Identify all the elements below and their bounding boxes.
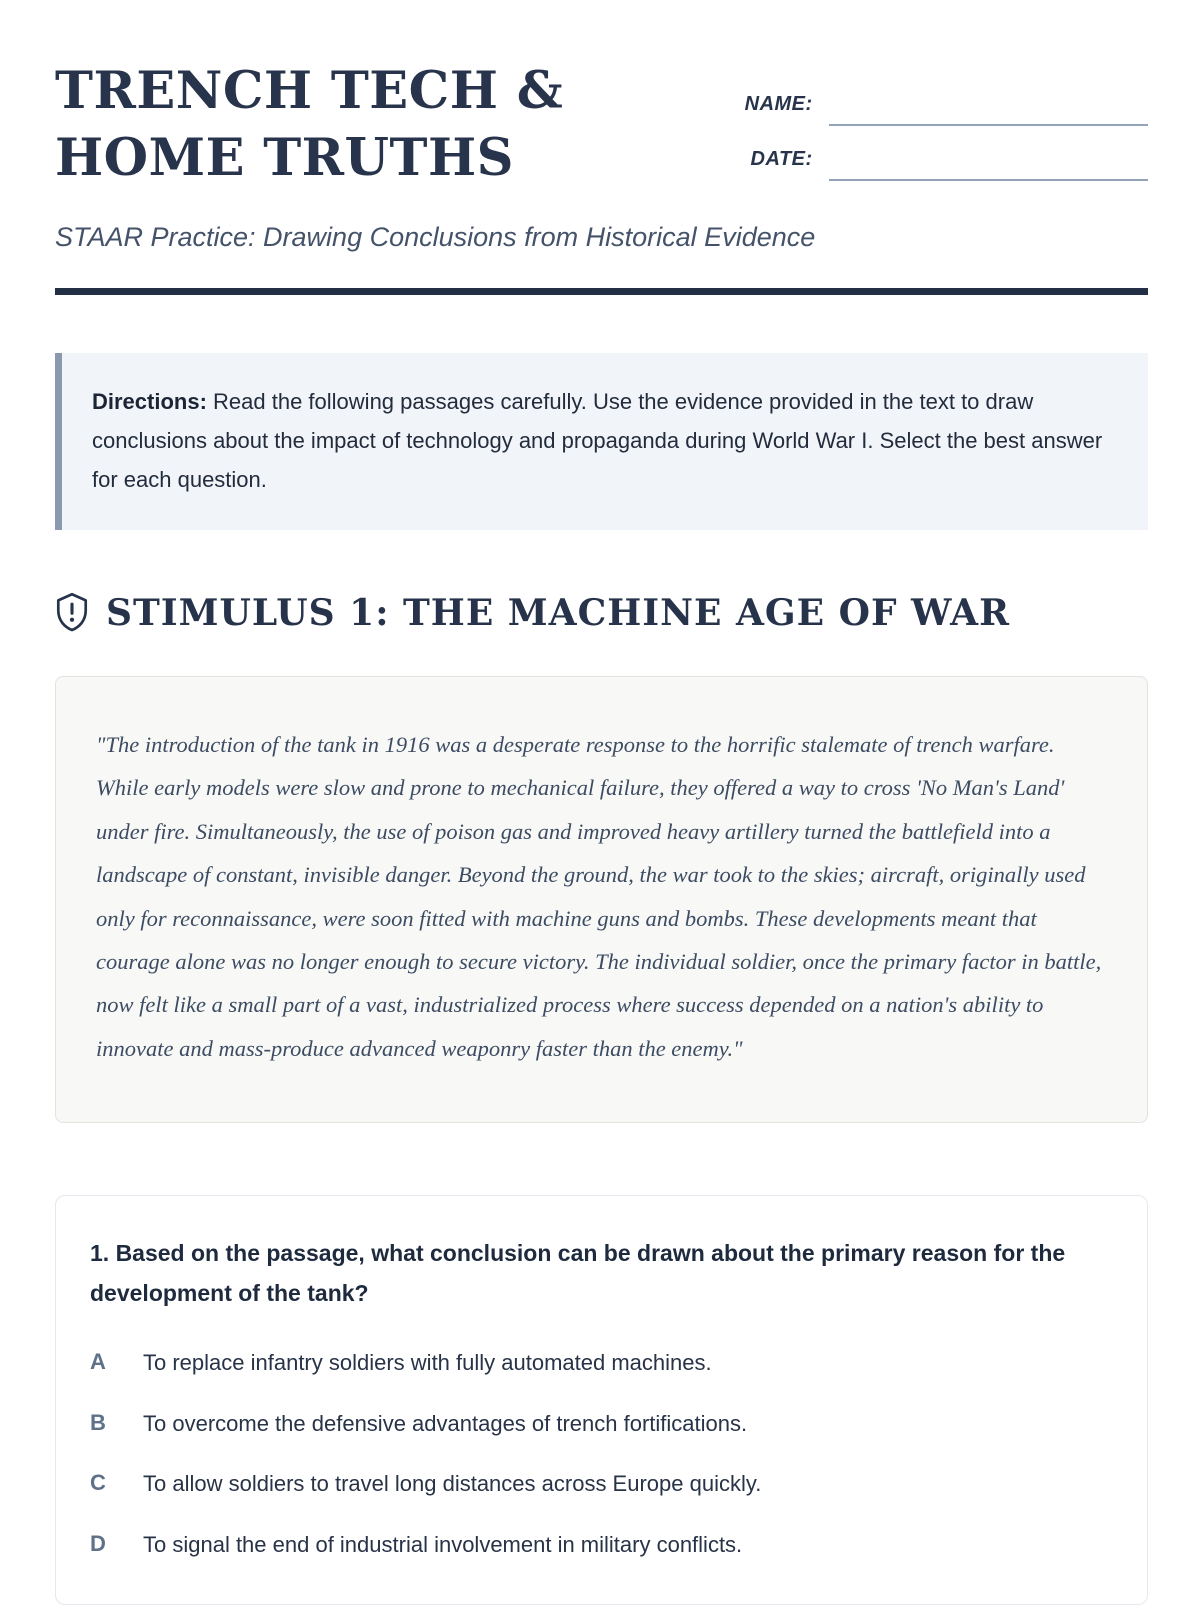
stimulus-passage-text: "The introduction of the tank in 1916 was a desperate response to the horrific stalemate of trench warfare. While early models were slow and prone to mechanical failure, they offered a way to cross 'No Man's Land' under fire. Simultaneously, the use of poison gas and improved heavy artillery turned the battlefield into a landscape of constant, invisible danger. Beyond the ground, the war took to the skies; aircraft, originally used only for reconnaissance, were soon fitted with machine guns and bombs. These developments meant that courage alone was no longer enough to secure victory. The individual soldier, once the primary factor in battle, now felt like a small part of a vast, industrialized process where success depended on a nation's ability to innovate and mass-produce advanced weaponry faster than the enemy." xyxy=(96,731,1102,1061)
option-letter: A xyxy=(90,1349,106,1375)
date-field-row xyxy=(731,147,1148,181)
answer-option-c[interactable] xyxy=(90,1470,1113,1499)
shield-exclamation-icon xyxy=(55,592,89,633)
question-1-text: 1. Based on the passage, what conclusion can be drawn about the primary reason for the development of the tank? xyxy=(90,1240,1066,1306)
stimulus-title: STIMULUS 1: THE MACHINE AGE OF WAR xyxy=(106,591,1011,634)
option-text: To overcome the defensive advantages of trench fortifications. xyxy=(143,1410,748,1436)
answer-option-a[interactable] xyxy=(90,1349,1113,1378)
name-label: NAME: xyxy=(744,93,813,115)
stimulus-section-heading xyxy=(55,592,1148,634)
date-input-line[interactable] xyxy=(829,147,1148,181)
answer-option-d[interactable] xyxy=(90,1531,1113,1560)
option-text: To replace infantry soldiers with fully automated machines. xyxy=(143,1350,712,1376)
worksheet-subtitle: STAAR Practice: Drawing Conclusions from Historical Evidence xyxy=(55,222,816,252)
header-divider xyxy=(55,288,1148,295)
stimulus-passage-box xyxy=(55,676,1148,1123)
option-text: To allow soldiers to travel long distances across Europe quickly. xyxy=(143,1471,762,1497)
option-letter: C xyxy=(90,1470,106,1496)
name-field-row xyxy=(731,92,1148,126)
header xyxy=(55,58,1148,202)
option-letter: B xyxy=(90,1409,106,1435)
name-input-line[interactable] xyxy=(829,92,1148,126)
directions-callout xyxy=(55,353,1148,530)
directions-text: Read the following passages carefully. Use the evidence provided in the text to draw conclusions about the impact of technology and propaganda during World War I. Select the best answer for each question. xyxy=(92,389,1103,492)
page-title: TRENCH TECH & HOME TRUTHS xyxy=(55,61,564,189)
name-date-fields xyxy=(731,92,1148,202)
question-1-card xyxy=(55,1195,1148,1604)
option-text: To signal the end of industrial involvement in military conflicts. xyxy=(143,1532,743,1558)
answer-option-b[interactable] xyxy=(90,1410,1113,1439)
option-letter: D xyxy=(90,1531,106,1557)
date-label: DATE: xyxy=(750,148,813,170)
directions-label: Directions: xyxy=(92,389,207,414)
